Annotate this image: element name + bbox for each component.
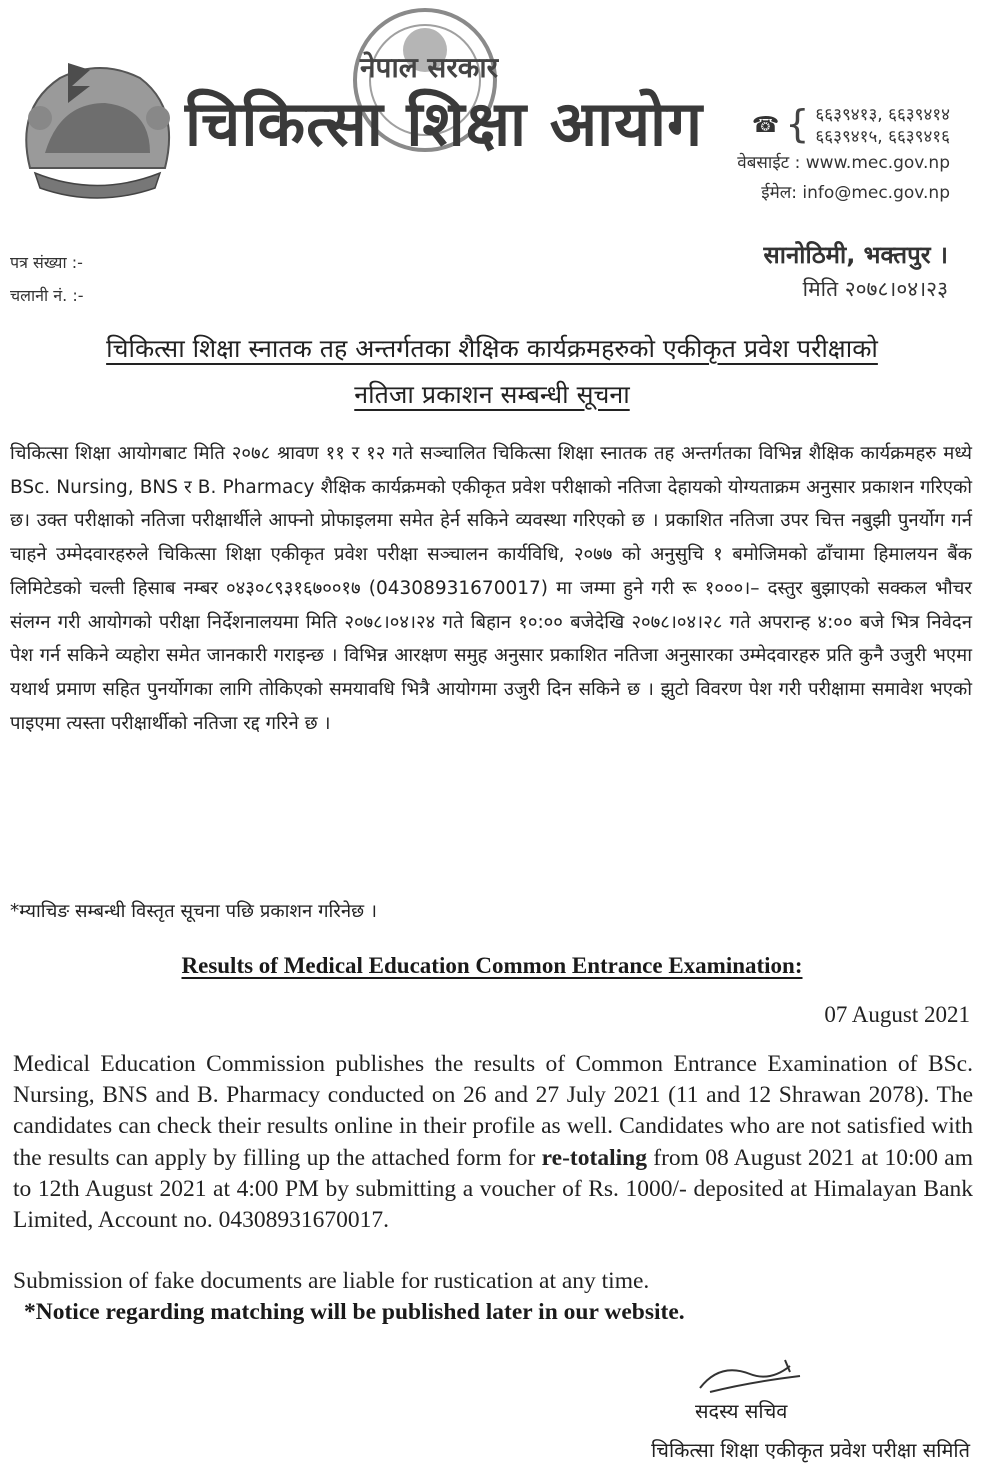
website: वेबसाईट : www.mec.gov.np xyxy=(737,153,950,173)
committee-name: चिकित्सा शिक्षा एकीकृत प्रवेश परीक्षा समिति xyxy=(651,1438,970,1462)
dispatch-number: चलानी नं. :- xyxy=(10,286,84,305)
nepali-heading-line-1: चिकित्सा शिक्षा स्नातक तह अन्तर्गतका शैक्षिक कार्यक्रमहरुको एकीकृत प्रवेश परीक्षाको xyxy=(106,334,878,363)
place-date-block xyxy=(764,236,949,304)
brace-icon: { xyxy=(785,102,810,146)
english-body-bold: re-totaling xyxy=(541,1144,647,1171)
nepali-heading xyxy=(0,326,984,418)
fake-documents-line: Submission of fake documents are liable for rustication at any time. xyxy=(13,1268,650,1294)
phone-numbers xyxy=(815,104,950,148)
contact-info xyxy=(737,104,950,208)
nepal-emblem-icon xyxy=(10,48,185,208)
date-nepali: मिति २०७८।०४।२३ xyxy=(802,277,948,301)
nepali-heading-line-2: नतिजा प्रकाशन सम्बन्धी सूचना xyxy=(354,380,630,409)
matching-notice: *Notice regarding matching will be published later in our website. xyxy=(24,1299,685,1325)
english-date: 07 August 2021 xyxy=(824,1002,970,1027)
english-body-part-2: from 08 August 2021 at 10:00 am to 12th August 2021 at 4:00 PM by submitting a voucher of Rs. 1000/- deposited at Himalayan Bank Limited, Account no. 04308931670017. xyxy=(13,1144,973,1234)
english-heading-text: Results of Medical Education Common Entrance Examination: xyxy=(181,953,803,978)
place: सानोठिमी, भक्तपुर । xyxy=(763,241,948,269)
phone-line-1: ६६३९४१३, ६६३९४१४ xyxy=(815,105,950,125)
signatory-title: सदस्य सचिव xyxy=(695,1399,788,1423)
nepali-paragraph: चिकित्सा शिक्षा आयोगबाट मिति २०७८ श्रावण ११ र १२ गते सञ्चालित चिकित्सा शिक्षा स्नातक तह अन्तर्गतका विभिन्न शैक्षिक कार्यक्रमहरु मध्ये BSc. Nursing, BNS र B. Pharmacy शैक्षिक कार्यक्रमको एकीकृत प्रवेश परीक्षाको नतिजा देहायको योग्यताक्रम अनुसार प्रकाशन गरिएको छ। उक्त परीक्षाको नतिजा परीक्षार्थीले आफ्नो प्रोफाइलमा समेत हेर्न सकिने व्यवस्था गरिएको छ । प्रकाशित नतिजा उपर चित्त नबुझी पुनर्योग गर्न चाहने उम्मेदवारहरुले चिकित्सा शिक्षा एकीकृत प्रवेश परीक्षा सञ्चालन कार्यविधि, २०७७ को अनुसुचि १ बमोजिमको ढाँचामा हिमालयन बैंक लिमिटेडको चल्ती हिसाब नम्बर ०४३०८९३१६७००१७ (04308931670017) मा जम्मा हुने गरी रू १०००।– दस्तुर बुझाएको सक्कल भौचर संलग्न गरी आयोगको परीक्षा निर्देशनालयमा मिति २०७८।०४।२४ गते बिहान १०:०० बजेदेखि २०७८।०४।२८ गते अपरान्ह ४:०० बजे भित्र निवेदन पेश गर्न सकिने व्यहोरा समेत जानकारी गराइन्छ । विभिन्न आरक्षण समुह अनुसार प्रकाशित नतिजा अनुसारका उम्मेदवारहरु प्रति कुनै उजुरी भएमा यथार्थ प्रमाण सहित पुनर्योगका लागि तोकिएको समयावधि भित्रै आयोगमा उजुरी दिन सकिने छ । झुटो विवरण पेश गरी परीक्षामा समावेश भएको पाइएमा त्यस्ता परीक्षार्थीको नतिजा रद्द गरिने छ । xyxy=(10,443,972,734)
phone-line-2: ६६३९४१५, ६६३९४१६ xyxy=(815,127,950,147)
organization-name: चिकित्सा शिक्षा आयोग xyxy=(185,87,703,160)
email: ईमेल: info@mec.gov.np xyxy=(761,183,950,203)
english-body xyxy=(13,1049,973,1236)
english-heading xyxy=(0,953,984,979)
nepali-matching-note: *म्याचिङ सम्बन्धी विस्तृत सूचना पछि प्रकाशन गरिनेछ । xyxy=(10,901,377,922)
telephone-icon: ☎ xyxy=(751,113,780,138)
reference-block xyxy=(10,246,83,312)
seal-text: नेपाल सरकार xyxy=(360,51,499,84)
nepali-body xyxy=(10,437,972,740)
english-paragraph xyxy=(13,1049,973,1236)
letter-number: पत्र संख्या :- xyxy=(10,253,83,272)
phone-row xyxy=(737,104,950,148)
signature-icon xyxy=(690,1352,810,1400)
english-body-part-1: Medical Education Commission publishes the results of Common Entrance Examination of BSc. Nursing, BNS and B. Pharmacy conducted on 26 and 27 July 2021 (11 and 12 Shrawan 2078). The candidates can check their results online in their profile as well. Candidates who are not satisfied with the results can apply by filling up the attached form for xyxy=(13,1051,973,1171)
